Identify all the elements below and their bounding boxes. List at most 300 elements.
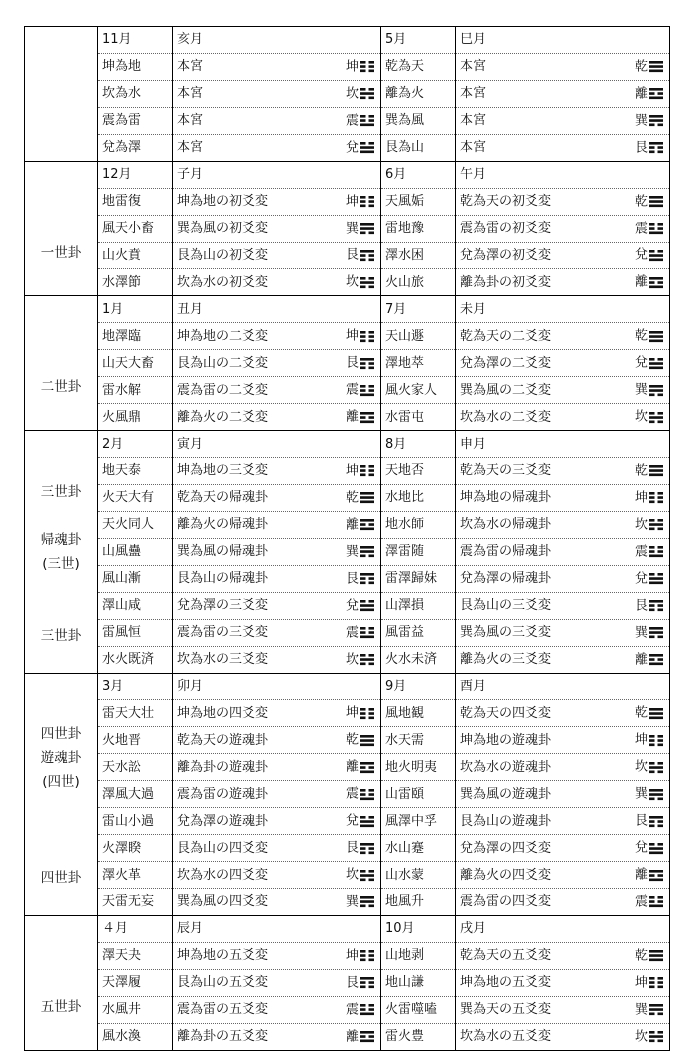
hexagram-name: 澤雷随 [381, 538, 456, 565]
trigram-xun-icon [360, 546, 374, 558]
trigram-kun-icon [649, 977, 663, 989]
description-cell-right [456, 1023, 670, 1050]
trigram-symbol [346, 815, 374, 828]
description-cell-left [173, 862, 381, 889]
category-label: 一世卦 [40, 244, 82, 261]
description-text: 坤為地の五爻変 [460, 975, 552, 991]
trigram-name: 艮 [634, 598, 648, 614]
category-label: 二世卦 [40, 379, 82, 396]
table-row [25, 538, 670, 565]
hexagram-name: 風澤中孚 [381, 808, 456, 835]
trigram-name: 艮 [345, 247, 359, 263]
trigram-name: 離 [634, 867, 648, 883]
hexagram-name: 澤火革 [98, 862, 173, 889]
description-text: 本宮 [460, 86, 487, 102]
description-text: 兌為澤の四爻変 [460, 840, 552, 856]
hexagram-name: 巽為風 [381, 107, 456, 134]
hexagram-name: 山火賁 [98, 242, 173, 269]
description-cell-right [456, 889, 670, 916]
trigram-symbol [635, 815, 663, 828]
trigram-qian-icon [360, 492, 374, 504]
hexagram-name: 澤天夬 [98, 942, 173, 969]
trigram-kan-icon [649, 519, 663, 531]
trigram-symbol [635, 599, 663, 612]
trigram-symbol [346, 384, 374, 397]
description-cell-left [173, 565, 381, 592]
hexagram-name: 震為雷 [98, 107, 173, 134]
trigram-xun-icon [360, 223, 374, 235]
trigram-gen-icon [649, 142, 663, 154]
trigram-symbol [635, 734, 663, 747]
description-cell-right [456, 942, 670, 969]
hexagram-name: 風火家人 [381, 377, 456, 404]
hexagram-name: 地天泰 [98, 458, 173, 485]
description-cell-right [456, 565, 670, 592]
trigram-symbol [635, 842, 663, 855]
hexagram-name: 澤水困 [381, 242, 456, 269]
description-cell-left [173, 646, 381, 673]
hexagram-name: 雷山小過 [98, 808, 173, 835]
table-row [25, 727, 670, 754]
trigram-kun-icon [360, 950, 374, 962]
hexagram-name: 地澤臨 [98, 323, 173, 350]
branch-month-label: 子月 [173, 161, 381, 188]
trigram-qian-icon [649, 61, 663, 73]
trigram-symbol [635, 1003, 663, 1016]
description-cell-right [456, 727, 670, 754]
description-text: 震為雷の四爻変 [460, 894, 552, 910]
description-text: 坤為地の帰魂卦 [460, 490, 552, 506]
trigram-symbol [635, 869, 663, 882]
trigram-name: 離 [345, 759, 359, 775]
hexagram-name: 山地剥 [381, 942, 456, 969]
description-cell-right [456, 754, 670, 781]
description-cell-left [173, 808, 381, 835]
trigram-name: 艮 [345, 975, 359, 991]
trigram-symbol [346, 357, 374, 370]
description-cell-left [173, 700, 381, 727]
table-row [25, 269, 670, 296]
description-text: 坤為地の三爻変 [177, 463, 269, 479]
category-cell [25, 27, 98, 162]
hexagram-name: 澤風大過 [98, 781, 173, 808]
trigram-li-icon [360, 519, 374, 531]
description-cell-left [173, 835, 381, 862]
description-cell-right [456, 377, 670, 404]
description-text: 震為雷の三爻変 [177, 625, 269, 641]
description-cell-right [456, 862, 670, 889]
section-header-row [25, 673, 670, 700]
description-cell-right [456, 107, 670, 134]
branch-month-label: 寅月 [173, 431, 381, 458]
trigram-qian-icon [649, 950, 663, 962]
description-text: 乾為天の三爻変 [460, 463, 552, 479]
trigram-name: 坤 [345, 948, 359, 964]
trigram-xun-icon [649, 627, 663, 639]
trigram-dui-icon [360, 142, 374, 154]
trigram-symbol [346, 707, 374, 720]
hexagram-name: 水山蹇 [381, 835, 456, 862]
table-row [25, 1023, 670, 1050]
description-text: 震為雷の二爻変 [177, 382, 269, 398]
description-text: 離為卦の初爻変 [460, 274, 552, 290]
trigram-symbol [346, 195, 374, 208]
trigram-name: 坎 [345, 867, 359, 883]
trigram-symbol [635, 384, 663, 397]
description-text: 艮為山の遊魂卦 [460, 813, 552, 829]
description-cell-left [173, 107, 381, 134]
hexagram-name: 風水渙 [98, 1023, 173, 1050]
description-cell-right [456, 646, 670, 673]
trigram-symbol [346, 842, 374, 855]
section-header-row [25, 431, 670, 458]
description-cell-left [173, 242, 381, 269]
description-text: 艮為山の帰魂卦 [177, 571, 269, 587]
trigram-symbol [635, 141, 663, 154]
month-label: 6月 [381, 161, 456, 188]
table-row [25, 996, 670, 1023]
description-cell-left [173, 754, 381, 781]
trigram-kan-icon [649, 1031, 663, 1043]
trigram-symbol [346, 411, 374, 424]
trigram-name: 震 [634, 544, 648, 560]
hexagram-name: 兌為澤 [98, 134, 173, 161]
table-row [25, 700, 670, 727]
description-cell-left [173, 53, 381, 80]
trigram-name: 兌 [634, 571, 648, 587]
trigram-name: 乾 [634, 59, 648, 75]
trigram-name: 離 [345, 1029, 359, 1045]
hexagram-name: 天山遯 [381, 323, 456, 350]
trigram-qian-icon [649, 330, 663, 342]
description-cell-left [173, 727, 381, 754]
trigram-kun-icon [360, 465, 374, 477]
trigram-gen-icon [360, 842, 374, 854]
table-row [25, 458, 670, 485]
trigram-symbol [346, 249, 374, 262]
trigram-name: 兌 [345, 813, 359, 829]
hexagram-name: 雷水解 [98, 377, 173, 404]
description-cell-left [173, 377, 381, 404]
trigram-kan-icon [649, 761, 663, 773]
hexagram-name: 火水未済 [381, 646, 456, 673]
description-text: 離為火の二爻変 [177, 409, 269, 425]
trigram-qian-icon [649, 707, 663, 719]
trigram-name: 坎 [634, 1029, 648, 1045]
trigram-kun-icon [649, 734, 663, 746]
trigram-symbol [635, 707, 663, 720]
table-row [25, 862, 670, 889]
trigram-gen-icon [360, 977, 374, 989]
description-text: 艮為山の二爻変 [177, 355, 269, 371]
trigram-qian-icon [649, 465, 663, 477]
description-cell-left [173, 889, 381, 916]
hexagram-name: 風山漸 [98, 565, 173, 592]
month-label: ４月 [98, 915, 173, 942]
hexagram-name: 乾為天 [381, 53, 456, 80]
description-text: 兌為澤の遊魂卦 [177, 813, 269, 829]
branch-month-label: 亥月 [173, 27, 381, 54]
trigram-zhen-icon [360, 384, 374, 396]
trigram-li-icon [360, 411, 374, 423]
description-cell-left [173, 781, 381, 808]
trigram-name: 巽 [634, 382, 648, 398]
hexagram-name: 山澤損 [381, 592, 456, 619]
trigram-name: 艮 [345, 840, 359, 856]
trigram-symbol [635, 87, 663, 100]
trigram-gen-icon [649, 815, 663, 827]
trigram-name: 坤 [345, 59, 359, 75]
category-cell [25, 431, 98, 673]
hexagram-name: 天雷无妄 [98, 889, 173, 916]
table-row [25, 404, 670, 431]
hexagram-name: 天火同人 [98, 511, 173, 538]
section-header-row [25, 915, 670, 942]
category-spacer [25, 971, 97, 995]
table-row [25, 835, 670, 862]
description-text: 本宮 [177, 113, 204, 129]
trigram-symbol [346, 222, 374, 235]
hexagram-name: 風地観 [381, 700, 456, 727]
trigram-kun-icon [649, 492, 663, 504]
hexagram-name: 坎為水 [98, 80, 173, 107]
category-label: 遊魂卦 [40, 750, 82, 767]
hexagram-name: 水地比 [381, 484, 456, 511]
description-text: 坎為水の帰魂卦 [460, 517, 552, 533]
month-label: 9月 [381, 673, 456, 700]
hexagram-table-body [25, 27, 670, 1051]
category-spacer [25, 504, 97, 528]
trigram-name: 巽 [345, 221, 359, 237]
trigram-zhen-icon [649, 896, 663, 908]
description-text: 離為卦の五爻変 [177, 1029, 269, 1045]
hexagram-name: 風雷益 [381, 619, 456, 646]
description-cell-left [173, 538, 381, 565]
description-text: 乾為天の四爻変 [460, 705, 552, 721]
category-spacer [25, 818, 97, 842]
trigram-name: 坤 [634, 490, 648, 506]
trigram-symbol [346, 1030, 374, 1043]
description-text: 乾為天の遊魂卦 [177, 732, 269, 748]
description-text: 本宮 [460, 140, 487, 156]
trigram-name: 乾 [634, 705, 648, 721]
hexagram-name: 山風蠱 [98, 538, 173, 565]
description-text: 坎為水の四爻変 [177, 867, 269, 883]
description-cell-right [456, 511, 670, 538]
category-label: 四世卦 [40, 870, 82, 887]
category-spacer [25, 351, 97, 375]
trigram-name: 乾 [634, 328, 648, 344]
trigram-zhen-icon [649, 546, 663, 558]
trigram-name: 兌 [634, 247, 648, 263]
table-row [25, 242, 670, 269]
trigram-symbol [346, 276, 374, 289]
trigram-name: 巽 [634, 113, 648, 129]
trigram-name: 坤 [634, 975, 648, 991]
trigram-symbol [346, 87, 374, 100]
trigram-li-icon [649, 276, 663, 288]
category-label: 四世卦 [40, 726, 82, 743]
description-text: 離為火の四爻変 [460, 867, 552, 883]
description-cell-left [173, 969, 381, 996]
trigram-symbol [346, 949, 374, 962]
hexagram-name: 水澤節 [98, 269, 173, 296]
description-text: 巽為風の二爻変 [460, 382, 552, 398]
description-text: 本宮 [177, 59, 204, 75]
description-cell-left [173, 619, 381, 646]
branch-month-label: 午月 [456, 161, 670, 188]
trigram-gen-icon [649, 600, 663, 612]
category-spacer [25, 456, 97, 480]
category-spacer [25, 600, 97, 624]
trigram-xun-icon [360, 896, 374, 908]
table-row [25, 350, 670, 377]
trigram-name: 艮 [345, 571, 359, 587]
month-label: 5月 [381, 27, 456, 54]
trigram-name: 震 [345, 625, 359, 641]
trigram-symbol [635, 761, 663, 774]
trigram-name: 坎 [345, 652, 359, 668]
table-row [25, 215, 670, 242]
description-cell-right [456, 835, 670, 862]
description-cell-right [456, 53, 670, 80]
trigram-dui-icon [649, 357, 663, 369]
trigram-symbol [635, 411, 663, 424]
description-text: 震為雷の帰魂卦 [460, 544, 552, 560]
description-cell-left [173, 215, 381, 242]
hexagram-name: 地雷復 [98, 188, 173, 215]
category-spacer [25, 327, 97, 351]
trigram-dui-icon [360, 815, 374, 827]
description-text: 離為卦の遊魂卦 [177, 759, 269, 775]
trigram-name: 巽 [634, 786, 648, 802]
trigram-symbol [346, 464, 374, 477]
hexagram-name: 地水師 [381, 511, 456, 538]
hexagram-name: 天澤履 [98, 969, 173, 996]
trigram-name: 震 [345, 382, 359, 398]
hexagram-name: 離為火 [381, 80, 456, 107]
trigram-symbol [635, 491, 663, 504]
hexagram-name: 風天小畜 [98, 215, 173, 242]
description-text: 兌為澤の三爻変 [177, 598, 269, 614]
branch-month-label: 卯月 [173, 673, 381, 700]
hexagram-name: 水火既済 [98, 646, 173, 673]
hexagram-name: 雷風恒 [98, 619, 173, 646]
description-cell-right [456, 404, 670, 431]
description-cell-left [173, 188, 381, 215]
description-text: 坎為水の初爻変 [177, 274, 269, 290]
hexagram-name: 天水訟 [98, 754, 173, 781]
table-row [25, 484, 670, 511]
description-text: 本宮 [177, 86, 204, 102]
trigram-symbol [635, 949, 663, 962]
description-cell-right [456, 350, 670, 377]
hexagram-name: 火雷噬嗑 [381, 996, 456, 1023]
trigram-name: 坎 [345, 86, 359, 102]
trigram-name: 乾 [634, 948, 648, 964]
trigram-name: 離 [634, 652, 648, 668]
trigram-symbol [635, 518, 663, 531]
trigram-symbol [346, 869, 374, 882]
description-cell-right [456, 269, 670, 296]
description-cell-left [173, 484, 381, 511]
description-cell-right [456, 969, 670, 996]
description-cell-left [173, 592, 381, 619]
description-text: 乾為天の五爻変 [460, 948, 552, 964]
category-spacer [25, 576, 97, 600]
hexagram-name: 地火明夷 [381, 754, 456, 781]
table-row [25, 134, 670, 161]
table-row [25, 377, 670, 404]
description-text: 巽為風の初爻変 [177, 221, 269, 237]
category-cell [25, 161, 98, 296]
trigram-symbol [346, 491, 374, 504]
hexagram-name: 雷天大壮 [98, 700, 173, 727]
table-row [25, 188, 670, 215]
description-text: 艮為山の四爻変 [177, 840, 269, 856]
trigram-symbol [635, 114, 663, 127]
trigram-symbol [635, 545, 663, 558]
category-cell [25, 915, 98, 1050]
trigram-kan-icon [360, 276, 374, 288]
trigram-kun-icon [360, 196, 374, 208]
description-text: 乾為天の帰魂卦 [177, 490, 269, 506]
hexagram-name: 天風姤 [381, 188, 456, 215]
trigram-symbol [346, 976, 374, 989]
trigram-li-icon [360, 761, 374, 773]
trigram-xun-icon [649, 788, 663, 800]
branch-month-label: 酉月 [456, 673, 670, 700]
category-label: 三世卦 [40, 483, 82, 500]
table-row [25, 511, 670, 538]
description-text: 坤為地の四爻変 [177, 705, 269, 721]
trigram-dui-icon [360, 600, 374, 612]
description-text: 艮為山の初爻変 [177, 247, 269, 263]
description-cell-left [173, 80, 381, 107]
description-text: 坎為水の遊魂卦 [460, 759, 552, 775]
category-spacer [25, 698, 97, 722]
hexagram-name: 山天大畜 [98, 350, 173, 377]
category-label: 五世卦 [40, 998, 82, 1015]
trigram-gen-icon [360, 249, 374, 261]
month-label: 7月 [381, 296, 456, 323]
hexagram-name: 火澤睽 [98, 835, 173, 862]
category-cell [25, 296, 98, 431]
description-cell-left [173, 269, 381, 296]
trigram-symbol [635, 626, 663, 639]
trigram-name: 兌 [634, 840, 648, 856]
category-label: 三世卦 [40, 627, 82, 644]
description-cell-right [456, 215, 670, 242]
description-text: 兌為澤の初爻変 [460, 247, 552, 263]
branch-month-label: 丑月 [173, 296, 381, 323]
month-label: 12月 [98, 161, 173, 188]
table-row [25, 107, 670, 134]
month-label: 1月 [98, 296, 173, 323]
trigram-symbol [346, 60, 374, 73]
hexagram-name: 火天大有 [98, 484, 173, 511]
month-label: 10月 [381, 915, 456, 942]
description-text: 坤為地の五爻変 [177, 948, 269, 964]
description-cell-left [173, 458, 381, 485]
description-text: 艮為山の五爻変 [177, 975, 269, 991]
description-cell-left [173, 1023, 381, 1050]
description-cell-left [173, 323, 381, 350]
trigram-symbol [635, 1030, 663, 1043]
trigram-zhen-icon [360, 627, 374, 639]
hexagram-name: 雷澤歸妹 [381, 565, 456, 592]
table-row [25, 808, 670, 835]
